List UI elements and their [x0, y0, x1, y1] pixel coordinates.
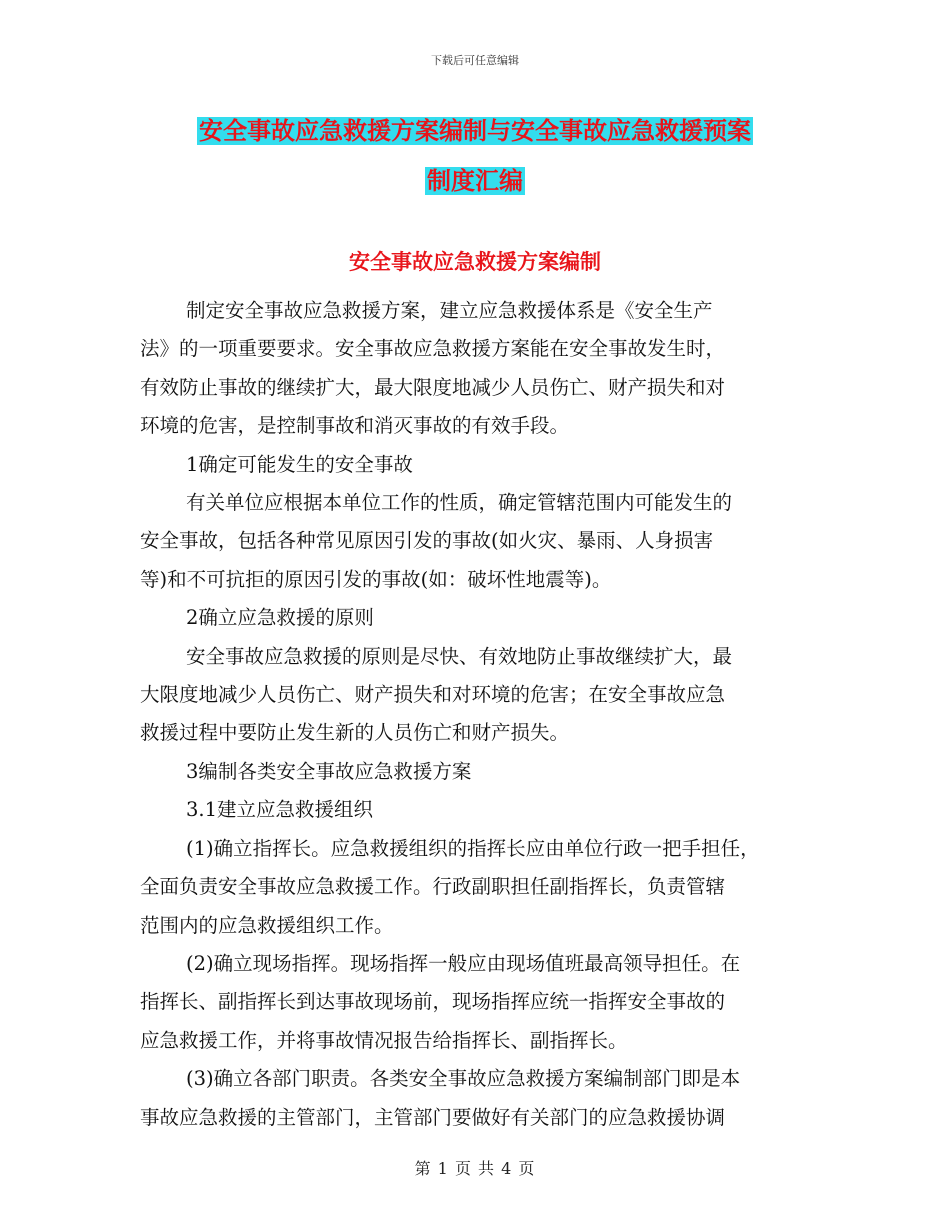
section-title: 安全事故应急救援方案编制 — [349, 250, 601, 274]
paragraph-line: (1)确立指挥长。应急救援组织的指挥长应由单位行政一把手担任， — [186, 836, 760, 860]
paragraph-line: (3)确立各部门职责。各类安全事故应急救援方案编制部门即是本 — [186, 1067, 741, 1091]
heading-line: 1确定可能发生的安全事故 — [186, 452, 413, 476]
document-body — [140, 292, 820, 1137]
paragraph-line: 等)和不可抗拒的原因引发的事故(如：破坏性地震等)。 — [140, 567, 612, 591]
paragraph-line: 制定安全事故应急救援方案，建立应急救援体系是《安全生产 — [186, 299, 713, 322]
paragraph-line: 大限度地减少人员伤亡、财产损失和对环境的危害；在安全事故应急 — [140, 683, 726, 707]
heading-line: 3编制各类安全事故应急救援方案 — [186, 759, 472, 783]
document-title-line2: 制度汇编 — [427, 167, 523, 195]
paragraph-line: 范围内的应急救援组织工作。 — [140, 913, 394, 937]
paragraph-line: 救援过程中要防止发生新的人员伤亡和财产损失。 — [140, 721, 570, 745]
header-note: 下载后可任意编辑 — [431, 54, 519, 67]
paragraph-line: 全面负责安全事故应急救援工作。行政副职担任副指挥长，负责管辖 — [140, 875, 726, 899]
document-title-line1: 安全事故应急救援方案编制与安全事故应急救援预案 — [199, 117, 751, 145]
page-footer: 第 1 页 共 4 页 — [414, 1159, 536, 1178]
paragraph-line: 指挥长、副指挥长到达事故现场前，现场指挥应统一指挥安全事故的 — [140, 990, 726, 1014]
paragraph-line: 事故应急救援的主管部门，主管部门要做好有关部门的应急救援协调 — [140, 1105, 726, 1129]
paragraph-line: 法》的一项重要要求。安全事故应急救援方案能在安全事故发生时， — [140, 337, 726, 361]
heading-line: 3.1建立应急救援组织 — [186, 798, 374, 822]
heading-line: 2确立应急救援的原则 — [186, 606, 374, 630]
paragraph-line: 有关单位应根据本单位工作的性质，确定管辖范围内可能发生的 — [186, 491, 733, 515]
paragraph-line: 安全事故，包括各种常见原因引发的事故(如火灾、暴雨、人身损害 — [140, 529, 714, 553]
paragraph-line: (2)确立现场指挥。现场指挥一般应由现场值班最高领导担任。在 — [186, 951, 741, 975]
paragraph-line: 有效防止事故的继续扩大，最大限度地减少人员伤亡、财产损失和对 — [140, 375, 726, 399]
paragraph-line: 安全事故应急救援的原则是尽快、有效地防止事故继续扩大，最 — [186, 644, 733, 668]
paragraph-line: 应急救援工作，并将事故情况报告给指挥长、副指挥长。 — [140, 1028, 628, 1052]
document-title — [140, 106, 810, 206]
paragraph-line: 环境的危害，是控制事故和消灭事故的有效手段。 — [140, 414, 570, 438]
